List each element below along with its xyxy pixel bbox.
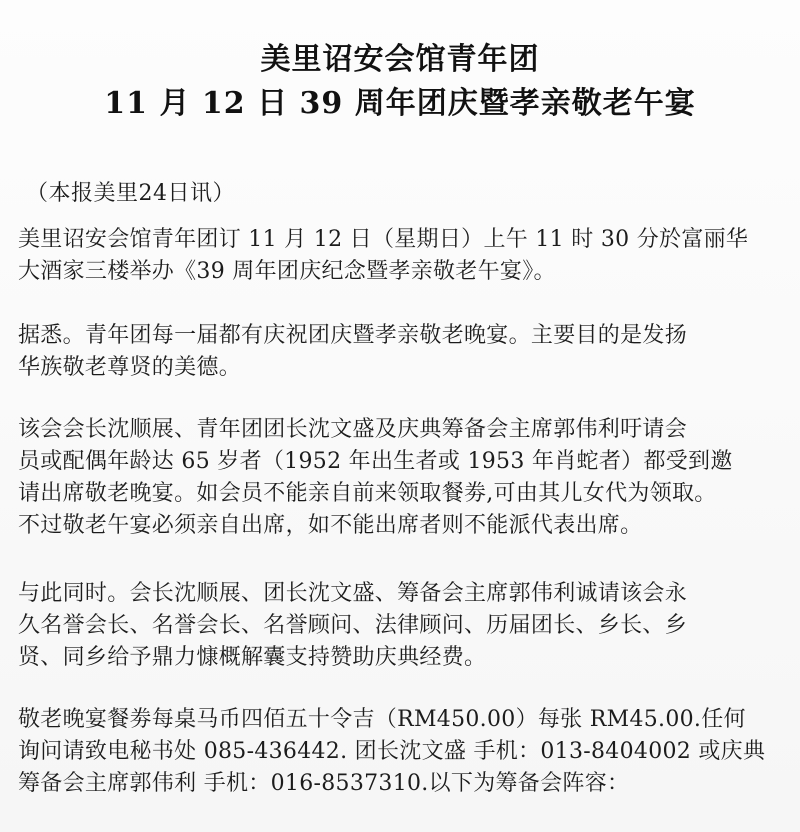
headline-line-2: 11 月 12 日 39 周年团庆暨孝亲敬老午宴 bbox=[104, 86, 696, 121]
paragraph-line: 据悉。青年团每一届都有庆祝团庆暨孝亲敬老晚宴。主要目的是发扬 bbox=[18, 323, 688, 348]
dateline: （本报美里24日讯） bbox=[26, 181, 235, 206]
paragraph-line: 该会会长沈顺展、青年团团长沈文盛及庆典筹备会主席郭伟利吁请会 bbox=[18, 417, 688, 442]
paragraph-elderly-invitation bbox=[18, 414, 798, 542]
paragraph-line: 久名誉会长、名誉会长、名誉顾问、法律顾问、历届团长、乡长、乡 bbox=[18, 613, 688, 638]
paragraph-event-announcement bbox=[18, 224, 798, 288]
paragraph-line: 询问请致电秘书处 085-436442. 团长沈文盛 手机：013-8404002 或庆典 bbox=[18, 739, 766, 764]
paragraph-purpose bbox=[18, 320, 798, 384]
paragraph-line: 贤、同乡给予鼎力慷概解囊支持赞助庆典经费。 bbox=[18, 645, 487, 670]
paragraph-sponsorship-appeal bbox=[18, 578, 798, 674]
paragraph-line: 美里诏安会馆青年团订 11 月 12 日（星期日）上午 11 时 30 分於富丽华 bbox=[18, 227, 749, 252]
paragraph-line: 请出席敬老晚宴。如会员不能亲自前来领取餐劵,可由其儿女代为领取。 bbox=[18, 481, 717, 506]
paragraph-line: 筹备会主席郭伟利 手机：016-8537310.以下为筹备会阵容： bbox=[18, 771, 630, 796]
paragraph-line: 与此同时。会长沈顺展、团长沈文盛、筹备会主席郭伟利诚请该会永 bbox=[18, 581, 688, 606]
paragraph-line: 敬老晚宴餐劵每桌马币四佰五十令吉（RM450.00）每张 RM45.00.任何 bbox=[18, 707, 746, 732]
paragraph-line: 员或配偶年龄达 65 岁者（1952 年出生者或 1953 年肖蛇者）都受到邀 bbox=[18, 449, 733, 474]
paragraph-line: 大酒家三楼举办《39 周年团庆纪念暨孝亲敬老午宴》。 bbox=[18, 259, 556, 284]
paragraph-ticket-contact bbox=[18, 704, 798, 800]
headline-line-1: 美里诏安会馆青年团 bbox=[260, 42, 540, 77]
paragraph-line: 不过敬老午宴必须亲自出席，如不能出席者则不能派代表出席。 bbox=[18, 513, 643, 538]
paragraph-line: 华族敬老尊贤的美德。 bbox=[18, 355, 242, 380]
